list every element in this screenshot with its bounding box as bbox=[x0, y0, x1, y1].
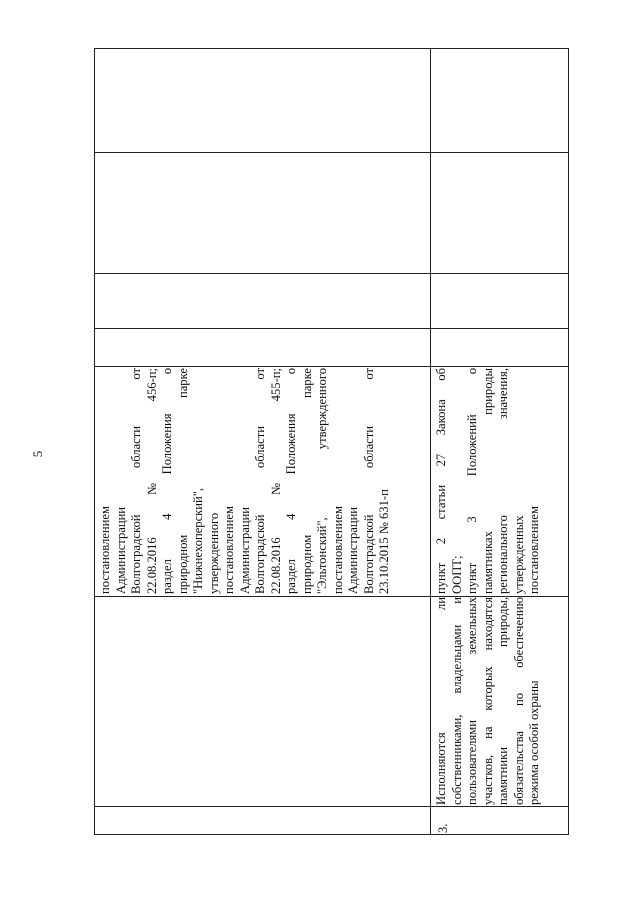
prev-row-basis-line: Волгоградской области от bbox=[253, 368, 267, 594]
row3-basis-text bbox=[434, 368, 543, 594]
row3-question-line: памятники природы, bbox=[496, 597, 510, 805]
prev-row-basis-line: 23.10.2015 № 631-п bbox=[377, 489, 391, 594]
prev-row-basis-line: Администрации bbox=[237, 506, 252, 594]
prev-row-basis-line: 22.08.2016 № 456-п; bbox=[144, 368, 159, 594]
table-border-top bbox=[94, 48, 569, 49]
requirements-table bbox=[94, 48, 569, 834]
row3-question-line: собственниками, владельцами и bbox=[449, 597, 464, 805]
prev-row-basis-line: раздел 4 Положения о bbox=[160, 368, 174, 594]
row3-basis-line: памятниках природы bbox=[480, 368, 495, 594]
row3-question-line: режима особой охраны bbox=[527, 680, 541, 805]
table-border-left bbox=[94, 48, 95, 834]
prev-row-basis-cell bbox=[98, 368, 428, 594]
page-number: 5 bbox=[30, 450, 45, 458]
column-separator-4 bbox=[94, 366, 569, 367]
prev-row-basis-line: Волгоградской области от bbox=[129, 368, 143, 594]
row3-basis-line: ООПТ; bbox=[449, 555, 464, 594]
row3-number: 3. bbox=[436, 823, 450, 833]
row3-question-line: участков, на которых находятся bbox=[480, 597, 495, 805]
prev-row-basis-line: утвержденного bbox=[206, 512, 221, 594]
prev-row-basis-line: Администрации bbox=[113, 506, 128, 594]
prev-row-basis-line: "Эльтонский", утвержденного bbox=[315, 368, 329, 594]
row3-question-line: обязательства по обеспечению bbox=[511, 597, 526, 805]
row3-number-cell bbox=[432, 807, 566, 833]
prev-row-basis-line: природном парке bbox=[175, 368, 190, 594]
prev-row-basis-line: Волгоградской области от bbox=[361, 368, 376, 594]
row3-basis-line: пункт 2 статьи 27 Закона об bbox=[434, 368, 448, 594]
row3-question-text bbox=[434, 597, 543, 805]
table-border-bottom bbox=[94, 834, 569, 835]
prev-row-basis-line: природном парке bbox=[299, 368, 314, 594]
column-separator-2 bbox=[94, 273, 569, 274]
prev-row-basis-text bbox=[98, 368, 393, 594]
column-separator-3 bbox=[94, 328, 569, 329]
prev-row-basis-line: постановлением bbox=[98, 506, 112, 594]
row-separator bbox=[430, 48, 431, 834]
prev-row-basis-line: Администрации bbox=[346, 506, 360, 594]
prev-row-basis-line: постановлением bbox=[222, 506, 236, 594]
prev-row-basis-line: "Нижнехоперский", bbox=[191, 487, 205, 594]
row3-basis-cell bbox=[432, 368, 566, 594]
row3-basis-line: пункт 3 Положений о bbox=[465, 368, 479, 594]
row3-question-line: Исполняются ли bbox=[434, 597, 448, 805]
column-separator-1 bbox=[94, 152, 569, 153]
row3-basis-line: постановлением bbox=[527, 506, 541, 594]
row3-question-cell bbox=[432, 597, 566, 805]
row3-basis-line: регионального значения, bbox=[496, 368, 510, 594]
row3-question-line: пользователями земельных bbox=[465, 597, 479, 805]
row3-basis-line: утвержденных bbox=[511, 515, 526, 594]
prev-row-basis-line: 22.08.2016 № 455-п; bbox=[268, 368, 283, 594]
prev-row-basis-line: постановлением bbox=[330, 506, 345, 594]
table-border-right bbox=[568, 48, 569, 834]
prev-row-basis-line: раздел 4 Положения о bbox=[284, 368, 298, 594]
